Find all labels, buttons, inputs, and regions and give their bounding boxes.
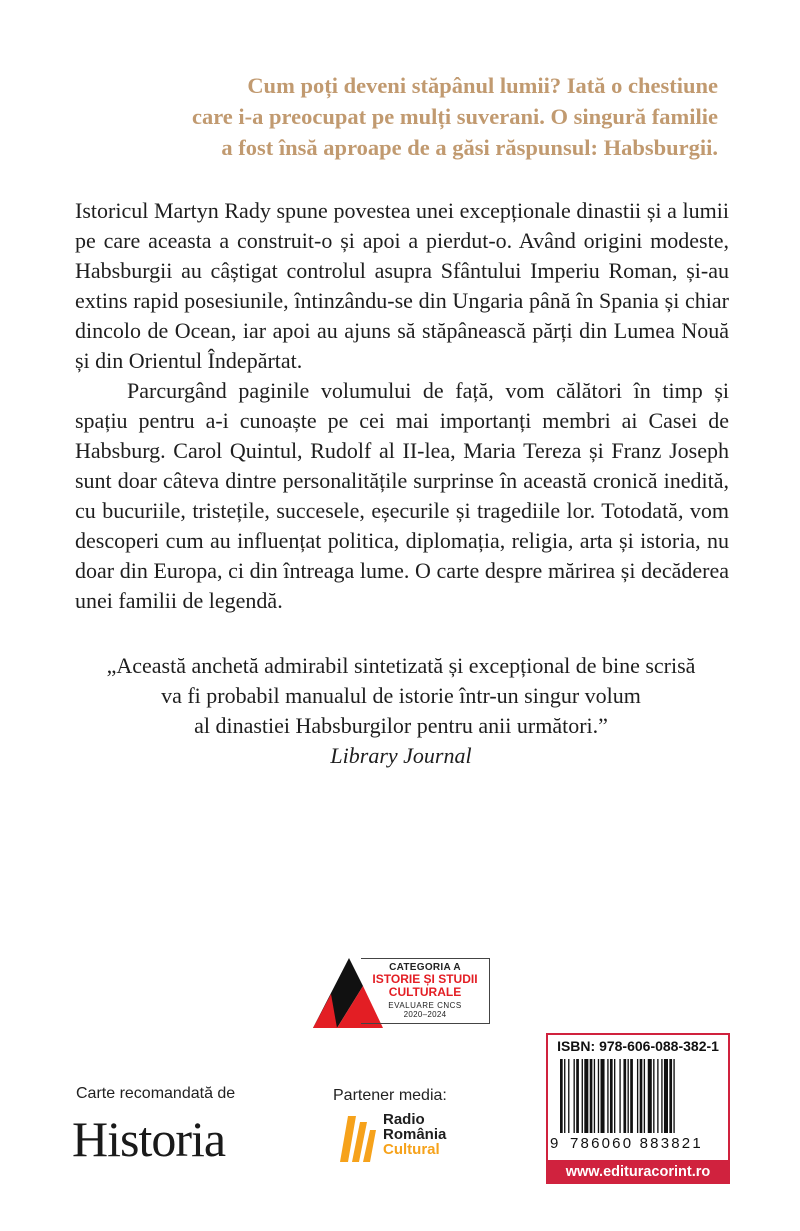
barcode-bar [644, 1059, 645, 1133]
barcode-bar [564, 1059, 565, 1133]
quote-source: Library Journal [330, 743, 472, 768]
cncs-domain: ISTORIE ȘI STUDII [372, 972, 478, 986]
radio-romania-cultural-logo [336, 1112, 466, 1167]
barcode-bar [568, 1059, 569, 1133]
barcode-bar [669, 1059, 672, 1133]
barcode-bar [637, 1059, 638, 1133]
barcode-bar [607, 1059, 608, 1133]
quote-line: va fi probabil manualul de istorie într-un singur volum [161, 683, 641, 708]
barcode-bar [657, 1059, 658, 1133]
barcode-bar [590, 1059, 593, 1133]
recommended-label: Carte recomandată de [76, 1085, 236, 1102]
isbn-first-digit: 9 [550, 1135, 560, 1152]
cncs-category: CATEGORIA A [389, 962, 461, 973]
barcode-bar [582, 1059, 583, 1133]
cncs-badge [313, 952, 493, 1032]
description [75, 196, 729, 616]
barcode-bar [614, 1059, 615, 1133]
cultural-word: Cultural [383, 1141, 440, 1158]
tagline-line: a fost însă aproape de a găsi răspunsul: Habsburgii. [221, 135, 718, 160]
barcode-bar [664, 1059, 668, 1133]
isbn-label: ISBN: 978-606-088-382-1 [557, 1038, 719, 1054]
tagline-line: Cum poți deveni stăpânul lumii? Iată o chestiune [247, 73, 718, 98]
cncs-years: 2020–2024 [403, 1010, 447, 1019]
radio-waves-icon [336, 1114, 380, 1164]
quote-line: „Această anchetă admirabil sintetizată și excepțional de bine scrisă [106, 653, 696, 678]
barcode-bar [648, 1059, 652, 1133]
barcode-bar [619, 1059, 620, 1133]
barcode-bar [560, 1059, 563, 1133]
review-quote [90, 651, 712, 771]
cncs-evaluation: EVALUARE CNCS [388, 1001, 462, 1010]
historia-logo: Historia [72, 1111, 226, 1167]
website-url[interactable]: www.edituracorint.ro [546, 1160, 730, 1184]
barcode-bar [653, 1059, 654, 1133]
barcode-bar [584, 1059, 588, 1133]
cncs-label [361, 958, 490, 1024]
barcode-bar [628, 1059, 629, 1133]
barcode-bar [576, 1059, 579, 1133]
paragraph: Istoricul Martyn Rady spune povestea unei excepționale dinastii și a lumii pe care aceasta a construit-o și apoi a pierdut-o. Având origini modeste, Habsburgii au câștigat controlul asupra Sfântului Imperiu Roman, și-au extins rapid posesiunile, întinzându-se din Ungaria până în Spania și chiar dincolo de Ocean, iar apoi au ajuns să stăpânească părți din Lumea Nouă și din Orientul Îndepărtat. [75, 198, 729, 373]
barcode-bar [630, 1059, 633, 1133]
barcode-bar [598, 1059, 599, 1133]
barcode [558, 1059, 718, 1135]
barcode-bar [601, 1059, 605, 1133]
barcode-bar [610, 1059, 613, 1133]
radio-word: Radio [383, 1111, 425, 1128]
isbn-barcode-digits: 786060 883821 [570, 1135, 703, 1152]
isbn-box [546, 1033, 730, 1162]
romania-word: România [383, 1126, 447, 1143]
barcode-bar [623, 1059, 626, 1133]
barcode-bar [673, 1059, 674, 1133]
partner-label: Partener media: [333, 1087, 447, 1104]
cncs-domain-2: CULTURALE [388, 985, 462, 999]
barcode-bar [661, 1059, 662, 1133]
tagline [148, 70, 718, 163]
barcode-bar [640, 1059, 643, 1133]
tagline-line: care i-a preocupat pe mulți suverani. O singură familie [191, 104, 718, 129]
quote-line: al dinastiei Habsburgilor pentru anii următori.” [194, 713, 608, 738]
barcode-bar [574, 1059, 575, 1133]
barcode-bar [594, 1059, 595, 1133]
paragraph: Parcurgând paginile volumului de față, vom călători în timp și spațiu pentru a-i cunoaște pe cei mai importanți membri ai Casei de Habsburg. Carol Quintul, Rudolf al II-lea, Maria Tereza și Franz Joseph sunt doar câteva dintre personalitățile surprinse în această cronică inedită, cu bucuriile, tristețile, succesele, eșecurile și tragediile lor. Totodată, vom descoperi cum au influențat politica, diplomația, religia, arta și istoria, nu doar din Europa, ci din întreaga lume. O carte despre mărirea și decăderea unei familii de legendă. [75, 378, 729, 613]
